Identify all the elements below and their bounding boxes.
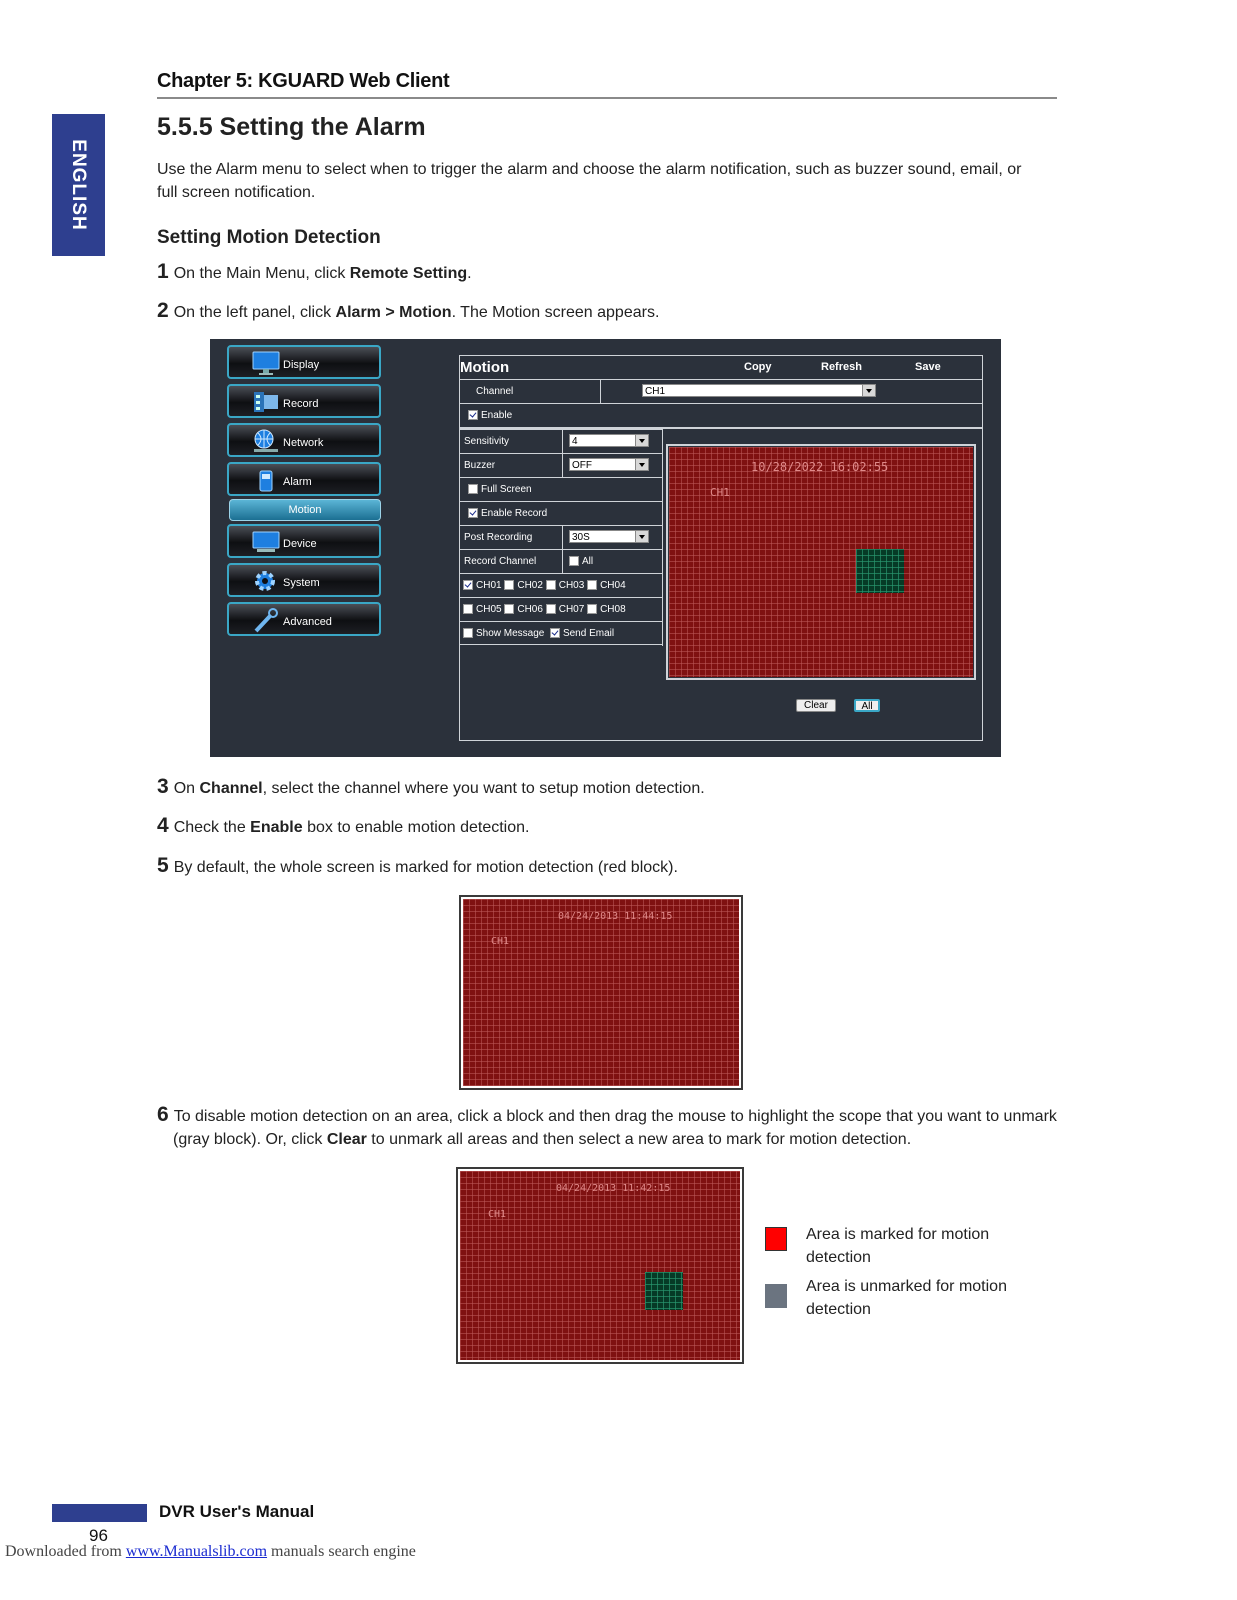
- nav-system-button[interactable]: [227, 563, 381, 597]
- motion-grid[interactable]: [669, 447, 973, 677]
- download-prefix: Downloaded from: [5, 1543, 126, 1560]
- film-reel-icon: [251, 389, 281, 415]
- globe-network-icon: [251, 428, 281, 454]
- unmarked-area: [856, 549, 904, 593]
- step-text: to unmark all areas and then select a new area to mark for motion detection.: [366, 1131, 912, 1148]
- post-recording-row: [460, 525, 662, 549]
- buzzer-label: Buzzer: [464, 460, 496, 471]
- enable-record-label: Enable Record: [481, 508, 548, 519]
- ch01-checkbox[interactable]: [463, 580, 473, 590]
- motion-grid: [463, 899, 739, 1086]
- side-tab-label: ENGLISH: [68, 139, 89, 231]
- ch06-checkbox[interactable]: [504, 604, 514, 614]
- channel-checkboxes-row-1: [460, 573, 662, 597]
- step-bold: Enable: [250, 819, 303, 836]
- figure-timestamp: 04/24/2013 11:44:15: [558, 911, 673, 922]
- intro-paragraph: Use the Alarm menu to select when to trigger the alarm and choose the alarm notification, such as buzzer sound, email, or full screen notification.: [157, 161, 1022, 201]
- divider: [562, 430, 563, 453]
- step-5: [157, 854, 678, 879]
- unmarked-swatch: [765, 1284, 787, 1308]
- enable-checkbox[interactable]: [468, 410, 478, 420]
- nav-network-button[interactable]: [227, 423, 381, 457]
- gear-icon: [251, 568, 281, 594]
- buzzer-row: [460, 453, 662, 477]
- show-message-checkbox[interactable]: [463, 628, 473, 638]
- chevron-down-icon: [635, 459, 648, 470]
- figure-channel: CH1: [491, 936, 510, 947]
- divider: [562, 454, 563, 477]
- nav-system-label: System: [283, 577, 320, 589]
- motion-panel: [459, 355, 983, 741]
- enable-record-row: [460, 501, 662, 525]
- chevron-down-icon: [635, 435, 648, 446]
- enable-record-checkbox[interactable]: [468, 508, 478, 518]
- step-number: 2: [157, 299, 169, 322]
- ch03-label: CH03: [558, 580, 585, 591]
- step-number: 5: [157, 854, 169, 877]
- sensitivity-row: [460, 429, 662, 453]
- divider: [562, 550, 563, 573]
- sensitivity-value: 4: [572, 436, 578, 447]
- nav-record-label: Record: [283, 398, 319, 410]
- ch03-checkbox[interactable]: [546, 580, 556, 590]
- step-text: On: [173, 780, 200, 797]
- step-bold: Alarm > Motion: [335, 304, 452, 321]
- step-text: Check the: [173, 819, 251, 836]
- step-number: 3: [157, 775, 169, 798]
- divider: [562, 526, 563, 549]
- step-4: [157, 814, 529, 839]
- buzzer-select[interactable]: [569, 458, 649, 471]
- step-text: . The Motion screen appears.: [451, 304, 660, 321]
- fully-marked-preview: [459, 895, 743, 1090]
- enable-label: Enable: [481, 410, 513, 421]
- chevron-down-icon: [862, 385, 875, 396]
- step-text: box to enable motion detection.: [302, 819, 530, 836]
- partially-unmarked-preview: [456, 1167, 744, 1364]
- send-email-checkbox[interactable]: [550, 628, 560, 638]
- step-6: [157, 1103, 1063, 1151]
- channel-row: [460, 379, 982, 403]
- ch07-checkbox[interactable]: [546, 604, 556, 614]
- nav-display-label: Display: [283, 359, 320, 371]
- ch04-checkbox[interactable]: [587, 580, 597, 590]
- post-recording-value: 30S: [572, 532, 590, 543]
- record-channel-label: Record Channel: [464, 556, 537, 567]
- section-title: 5.5.5 Setting the Alarm: [157, 113, 426, 141]
- download-note: [5, 1543, 416, 1561]
- post-recording-select[interactable]: [569, 530, 649, 543]
- divider: [662, 429, 663, 646]
- monitor-icon: [251, 350, 281, 376]
- full-screen-row: [460, 477, 662, 501]
- step-bold: Channel: [199, 780, 263, 797]
- channel-select[interactable]: [642, 384, 876, 397]
- send-email-label: Send Email: [562, 628, 615, 639]
- ch05-label: CH05: [476, 604, 502, 615]
- motion-settings-screenshot: [210, 339, 1001, 757]
- marked-legend-text: Area is marked for motion detection: [806, 1226, 990, 1266]
- manualslib-link[interactable]: www.Manualslib.com: [125, 1543, 268, 1560]
- nav-alarm-button[interactable]: [227, 462, 381, 496]
- nav-alarm-label: Alarm: [283, 476, 312, 488]
- step-bold: Remote Setting: [349, 265, 468, 282]
- step-text: By default, the whole screen is marked for motion detection (red block).: [173, 859, 678, 876]
- step-1: [157, 260, 472, 285]
- step-2: [157, 299, 659, 324]
- preview-channel: CH1: [710, 486, 730, 499]
- post-recording-label: Post Recording: [464, 532, 533, 543]
- sensitivity-label: Sensitivity: [464, 436, 510, 447]
- chevron-down-icon: [635, 531, 648, 542]
- panel-title: Motion: [460, 359, 510, 376]
- all-label: All: [582, 556, 594, 567]
- clear-button[interactable]: Clear: [796, 699, 836, 712]
- nav-device-label: Device: [283, 538, 317, 550]
- page-number: 96: [89, 1526, 108, 1545]
- refresh-button[interactable]: Refresh: [821, 361, 862, 373]
- step-text: .: [467, 265, 472, 282]
- preview-timestamp: 10/28/2022 16:02:55: [751, 460, 889, 474]
- figure-channel: CH1: [488, 1209, 507, 1220]
- step-3: [157, 775, 705, 800]
- full-screen-checkbox[interactable]: [468, 484, 478, 494]
- step-number: 4: [157, 814, 169, 837]
- all-button[interactable]: All: [854, 699, 880, 712]
- nav-display-button[interactable]: [227, 345, 381, 379]
- nav-advanced-button[interactable]: [227, 602, 381, 636]
- step-number: 1: [157, 260, 169, 283]
- nav-device-button[interactable]: [227, 524, 381, 558]
- record-channel-row: [460, 549, 662, 573]
- all-channels-checkbox[interactable]: [569, 556, 579, 566]
- notification-row: [460, 621, 662, 645]
- step-text: On the Main Menu, click: [173, 265, 350, 282]
- ch02-label: CH02: [517, 580, 543, 591]
- full-screen-label: Full Screen: [481, 484, 532, 495]
- chapter-title: Chapter 5: KGUARD Web Client: [157, 70, 450, 92]
- wrench-icon: [251, 607, 281, 633]
- save-button[interactable]: Save: [915, 361, 941, 373]
- show-message-label: Show Message: [476, 628, 545, 639]
- download-suffix: manuals search engine: [267, 1543, 416, 1560]
- sensitivity-select[interactable]: [569, 434, 649, 447]
- buzzer-value: OFF: [572, 460, 592, 471]
- channel-checkboxes-row-2: [460, 597, 662, 621]
- nav-advanced-label: Advanced: [283, 616, 332, 628]
- channel-value: CH1: [645, 386, 666, 397]
- step-text: , select the channel where you want to setup motion detection.: [262, 780, 705, 797]
- step-bold: Clear: [326, 1131, 367, 1148]
- nav-record-button[interactable]: [227, 384, 381, 418]
- language-side-tab: [52, 114, 105, 256]
- manual-title: DVR User's Manual: [159, 1502, 315, 1521]
- nav-motion-button[interactable]: Motion: [229, 499, 381, 521]
- footer-bar: [52, 1504, 147, 1522]
- channel-label: Channel: [476, 386, 514, 397]
- unmarked-area: [645, 1272, 683, 1310]
- unmarked-legend-text: Area is unmarked for motion detection: [806, 1278, 1007, 1318]
- motion-grid: [460, 1171, 740, 1360]
- ch01-label: CH01: [476, 580, 502, 591]
- alarm-device-icon: [251, 467, 281, 493]
- divider: [600, 380, 601, 403]
- ch08-checkbox[interactable]: [587, 604, 597, 614]
- step-text: To disable motion detection on an area, click a block and then drag the mouse to highlight the scope that you want to unmark (gray block). Or, click: [173, 1108, 1057, 1148]
- preview-frame: [666, 444, 976, 680]
- marked-swatch: [765, 1227, 787, 1251]
- enable-row: [460, 403, 982, 427]
- ch04-label: CH04: [600, 580, 626, 591]
- copy-button[interactable]: Copy: [744, 361, 772, 373]
- ch02-checkbox[interactable]: [504, 580, 514, 590]
- nav-network-label: Network: [283, 437, 324, 449]
- chapter-rule: [157, 97, 1057, 99]
- ch06-label: CH06: [517, 604, 543, 615]
- step-text: On the left panel, click: [173, 304, 336, 321]
- ch08-label: CH08: [600, 604, 626, 615]
- device-monitor-icon: [251, 529, 281, 555]
- step-number: 6: [157, 1103, 169, 1126]
- figure-timestamp: 04/24/2013 11:42:15: [556, 1183, 671, 1194]
- ch05-checkbox[interactable]: [463, 604, 473, 614]
- ch07-label: CH07: [558, 604, 585, 615]
- subheading: Setting Motion Detection: [157, 227, 381, 248]
